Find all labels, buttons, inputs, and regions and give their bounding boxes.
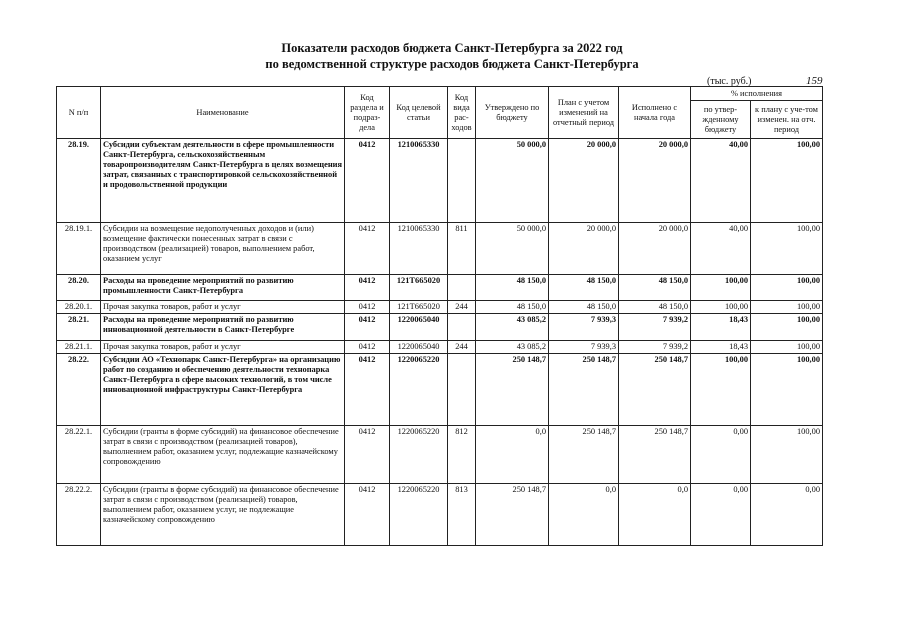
- row-pct-plan: 100,00: [751, 301, 823, 314]
- row-pct-plan: 100,00: [751, 139, 823, 223]
- table-row: [57, 484, 823, 546]
- row-expense-type: [448, 275, 476, 301]
- row-name: Расходы на проведение мероприятий по развитию инновационной деятельности в Санкт-Петербурге: [101, 314, 345, 341]
- row-plan: 0,0: [549, 484, 619, 546]
- table-row: [57, 314, 823, 341]
- row-pct-approved: 100,00: [691, 301, 751, 314]
- col-header-percent-group: % исполнения: [691, 87, 823, 101]
- col-header-num: N п/п: [57, 87, 101, 139]
- unit-label: (тыс. руб.): [707, 76, 752, 87]
- row-number: 28.21.1.: [57, 341, 101, 354]
- row-section-code: 0412: [345, 341, 390, 354]
- row-pct-approved: 40,00: [691, 223, 751, 275]
- row-approved: 250 148,7: [476, 484, 549, 546]
- row-approved: 50 000,0: [476, 139, 549, 223]
- row-approved: 48 150,0: [476, 275, 549, 301]
- row-expense-type: 813: [448, 484, 476, 546]
- row-number: 28.21.: [57, 314, 101, 341]
- row-pct-plan: 100,00: [751, 426, 823, 484]
- row-name: Прочая закупка товаров, работ и услуг: [101, 301, 345, 314]
- title-line-1: Показатели расходов бюджета Санкт-Петербурга за 2022 год: [281, 41, 623, 55]
- budget-table: [56, 86, 823, 546]
- col-header-target: Код целевой статьи: [390, 87, 448, 139]
- row-pct-plan: 100,00: [751, 354, 823, 426]
- table-row: [57, 354, 823, 426]
- row-plan: 7 939,3: [549, 341, 619, 354]
- table-row: [57, 341, 823, 354]
- row-pct-approved: 40,00: [691, 139, 751, 223]
- row-target-code: 1220065220: [390, 426, 448, 484]
- row-section-code: 0412: [345, 223, 390, 275]
- table-row: [57, 301, 823, 314]
- row-pct-plan: 100,00: [751, 275, 823, 301]
- col-header-plan: План с учетом изменений на отчетный период: [549, 87, 619, 139]
- row-section-code: 0412: [345, 354, 390, 426]
- row-target-code: 1220065040: [390, 341, 448, 354]
- row-plan: 20 000,0: [549, 223, 619, 275]
- col-header-approved: Утверждено по бюджету: [476, 87, 549, 139]
- row-pct-approved: 0,00: [691, 426, 751, 484]
- row-plan: 20 000,0: [549, 139, 619, 223]
- row-name: Субсидии (гранты в форме субсидий) на финансовое обеспечение затрат в связи с производством (реализацией) товаров, выполнением работ, оказанием услуг, не подлежащие казначейскому сопровождению: [101, 484, 345, 546]
- row-number: 28.22.1.: [57, 426, 101, 484]
- row-plan: 250 148,7: [549, 426, 619, 484]
- row-pct-approved: 0,00: [691, 484, 751, 546]
- row-section-code: 0412: [345, 275, 390, 301]
- row-number: 28.20.1.: [57, 301, 101, 314]
- col-header-type: Код вида рас-ходов: [448, 87, 476, 139]
- row-executed: 250 148,7: [619, 354, 691, 426]
- row-name: Субсидии (гранты в форме субсидий) на финансовое обеспечение затрат в связи с производством (реализацией товаров), выполнением работ, оказанием услуг, подлежащие казначейскому сопровождению: [101, 426, 345, 484]
- title-line-2: по ведомственной структуре расходов бюджета Санкт-Петербурга: [265, 57, 639, 71]
- table-row: [57, 275, 823, 301]
- row-target-code: 1220065220: [390, 484, 448, 546]
- row-executed: 20 000,0: [619, 139, 691, 223]
- row-executed: 20 000,0: [619, 223, 691, 275]
- row-executed: 250 148,7: [619, 426, 691, 484]
- row-pct-approved: 18,43: [691, 314, 751, 341]
- row-approved: 250 148,7: [476, 354, 549, 426]
- row-name: Субсидии АО «Технопарк Санкт-Петербурга» на организацию работ по созданию и обеспечению деятельности технопарка Санкт-Петербурга в сфере высоких технологий, в том числе инновационной инфраструктуры Санкт-Петербурга: [101, 354, 345, 426]
- row-target-code: 1220065220: [390, 354, 448, 426]
- col-header-section: Код раздела и подраз-дела: [345, 87, 390, 139]
- row-expense-type: [448, 139, 476, 223]
- row-plan: 48 150,0: [549, 275, 619, 301]
- row-executed: 0,0: [619, 484, 691, 546]
- row-section-code: 0412: [345, 139, 390, 223]
- row-plan: 48 150,0: [549, 301, 619, 314]
- row-pct-approved: 100,00: [691, 354, 751, 426]
- row-section-code: 0412: [345, 426, 390, 484]
- row-target-code: 1210065330: [390, 223, 448, 275]
- row-section-code: 0412: [345, 484, 390, 546]
- row-expense-type: 812: [448, 426, 476, 484]
- col-header-executed: Исполнено с начала года: [619, 87, 691, 139]
- col-header-pct-approved: по утвер-жденному бюджету: [691, 101, 751, 139]
- row-expense-type: 244: [448, 341, 476, 354]
- row-approved: 48 150,0: [476, 301, 549, 314]
- row-expense-type: [448, 354, 476, 426]
- row-pct-approved: 100,00: [691, 275, 751, 301]
- row-pct-approved: 18,43: [691, 341, 751, 354]
- row-approved: 0,0: [476, 426, 549, 484]
- row-executed: 7 939,2: [619, 314, 691, 341]
- row-approved: 43 085,2: [476, 341, 549, 354]
- table-row: [57, 139, 823, 223]
- row-expense-type: 244: [448, 301, 476, 314]
- table-body: [57, 139, 823, 546]
- row-number: 28.22.: [57, 354, 101, 426]
- row-expense-type: [448, 314, 476, 341]
- row-pct-plan: 0,00: [751, 484, 823, 546]
- page-number: 159: [806, 75, 823, 87]
- row-expense-type: 811: [448, 223, 476, 275]
- row-pct-plan: 100,00: [751, 341, 823, 354]
- table-row: [57, 426, 823, 484]
- row-approved: 50 000,0: [476, 223, 549, 275]
- row-name: Субсидии на возмещение недополученных доходов и (или) возмещение фактически понесенных затрат в связи с производством (реализацией) товаров, выполнением работ, оказанием услуг: [101, 223, 345, 275]
- row-pct-plan: 100,00: [751, 223, 823, 275]
- row-number: 28.19.: [57, 139, 101, 223]
- row-name: Расходы на проведение мероприятий по развитию промышленности Санкт-Петербурга: [101, 275, 345, 301]
- row-name: Прочая закупка товаров, работ и услуг: [101, 341, 345, 354]
- row-plan: 250 148,7: [549, 354, 619, 426]
- row-plan: 7 939,3: [549, 314, 619, 341]
- row-target-code: 1220065040: [390, 314, 448, 341]
- row-approved: 43 085,2: [476, 314, 549, 341]
- row-executed: 48 150,0: [619, 275, 691, 301]
- row-pct-plan: 100,00: [751, 314, 823, 341]
- row-target-code: 1210065330: [390, 139, 448, 223]
- table-row: [57, 223, 823, 275]
- row-number: 28.22.2.: [57, 484, 101, 546]
- col-header-name: Наименование: [101, 87, 345, 139]
- row-executed: 48 150,0: [619, 301, 691, 314]
- col-header-pct-plan: к плану с уче-том изменен. на отч. период: [751, 101, 823, 139]
- row-name: Субсидии субъектам деятельности в сфере промышленности Санкт-Петербурга, сельскохозяйственным товаропроизводителям Санкт-Петербурга в целях возмещения затрат, связанных с транспортировкой сельскохозяйственной и продовольственной продукции: [101, 139, 345, 223]
- report-title: [0, 40, 904, 72]
- row-section-code: 0412: [345, 314, 390, 341]
- row-section-code: 0412: [345, 301, 390, 314]
- row-number: 28.19.1.: [57, 223, 101, 275]
- row-number: 28.20.: [57, 275, 101, 301]
- row-target-code: 121Т665020: [390, 301, 448, 314]
- row-executed: 7 939,2: [619, 341, 691, 354]
- row-target-code: 121Т665020: [390, 275, 448, 301]
